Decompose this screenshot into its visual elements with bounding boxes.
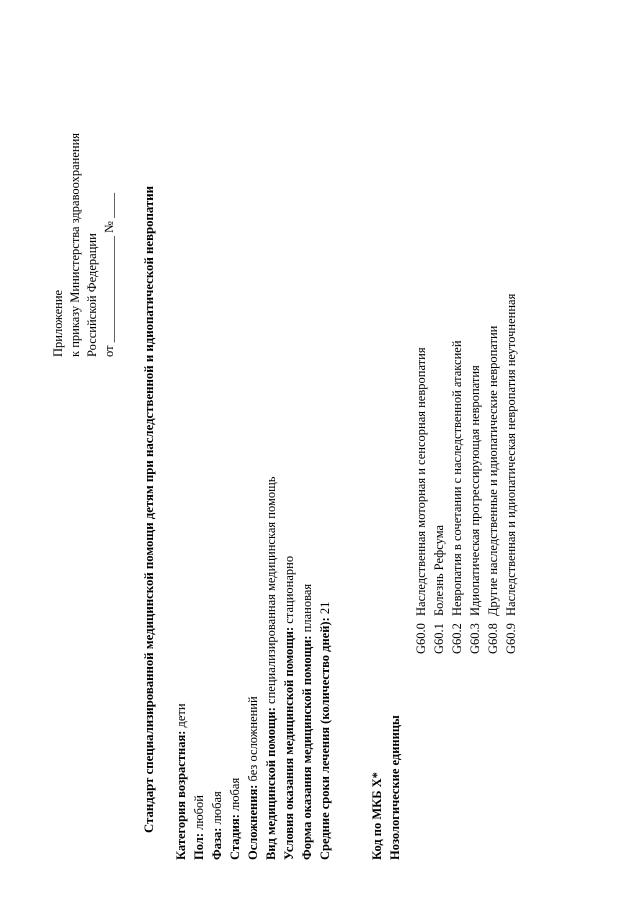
icd-list-item bbox=[449, 340, 465, 654]
param-label: Вид медицинской помощи: bbox=[264, 707, 278, 860]
icd-list-item bbox=[413, 347, 429, 654]
icd-text: Идиопатическая прогрессирующая невропатия bbox=[468, 365, 482, 616]
param-label: Пол: bbox=[192, 833, 206, 860]
appendix-line-2: к приказу Министерства здравоохранения bbox=[68, 132, 82, 357]
param-value: любая bbox=[228, 777, 242, 815]
icd-code: G60.1 bbox=[432, 623, 446, 654]
param-label: Осложнения: bbox=[246, 784, 260, 860]
param-treatment-duration bbox=[317, 602, 333, 860]
icd-text: Болезнь Рефсума bbox=[432, 524, 446, 616]
param-value: любой bbox=[192, 795, 206, 834]
param-value: 21 bbox=[318, 601, 332, 618]
icd-list-item bbox=[431, 525, 447, 654]
appendix-line-1: Приложение bbox=[51, 289, 65, 357]
icd-code: G60.2 bbox=[450, 623, 464, 654]
icd-code: G60.0 bbox=[414, 623, 428, 654]
icd-text: Другие наследственные и идиопатические невропатии bbox=[486, 325, 500, 616]
param-care-form bbox=[299, 584, 315, 860]
param-value: без осложнений bbox=[246, 696, 260, 785]
appendix-line-3: Российской Федерации bbox=[85, 233, 99, 357]
icd-code: G60.3 bbox=[468, 623, 482, 654]
page-title: Стандарт специализированной медицинской помощи детям при наследственной и идиопатической невропатии bbox=[142, 186, 156, 833]
param-age bbox=[173, 703, 189, 860]
icd-code: G60.9 bbox=[504, 623, 518, 654]
icd-code: G60.8 bbox=[486, 623, 500, 654]
param-complications bbox=[245, 696, 261, 860]
icd-list-item bbox=[503, 294, 519, 654]
param-label: Форма оказания медицинской помощи: bbox=[300, 635, 314, 860]
param-phase bbox=[209, 791, 225, 860]
param-care-type bbox=[263, 477, 279, 860]
icd-text: Наследственная и идиопатическая невропатия неуточненная bbox=[504, 293, 518, 616]
appendix-number-blank: ____ bbox=[102, 192, 116, 218]
param-label: Стадия: bbox=[228, 814, 242, 860]
param-label: Категория возрастная: bbox=[174, 730, 188, 860]
appendix-number-sign: № bbox=[102, 221, 116, 233]
icd-text: Наследственная моторная и сенсорная невропатия bbox=[414, 347, 428, 616]
param-label: Условия оказания медицинской помощи: bbox=[282, 626, 296, 860]
icd-code-label: Код по МКБ X* bbox=[370, 772, 384, 860]
param-sex bbox=[191, 795, 207, 860]
param-label: Фаза: bbox=[210, 827, 224, 860]
nosology-label: Нозологические единицы bbox=[388, 715, 402, 860]
param-label: Средние сроки лечения (количество дней): bbox=[318, 617, 332, 860]
appendix-line-4 bbox=[101, 193, 117, 357]
icd-list-item bbox=[485, 326, 501, 654]
param-value: любая bbox=[210, 791, 224, 828]
icd-text: Невропатия в сочетании с наследственной атаксией bbox=[450, 340, 464, 616]
appendix-date-blank: _________________ bbox=[102, 236, 116, 343]
appendix-date-prefix: от bbox=[102, 345, 116, 357]
param-care-conditions bbox=[281, 556, 297, 860]
param-value: дети bbox=[174, 703, 188, 731]
param-value: плановая bbox=[300, 583, 314, 636]
param-stage bbox=[227, 778, 243, 860]
icd-list-item bbox=[467, 365, 483, 654]
param-value: специализированная медицинская помощь bbox=[264, 476, 278, 708]
param-value: стационарно bbox=[282, 555, 296, 627]
